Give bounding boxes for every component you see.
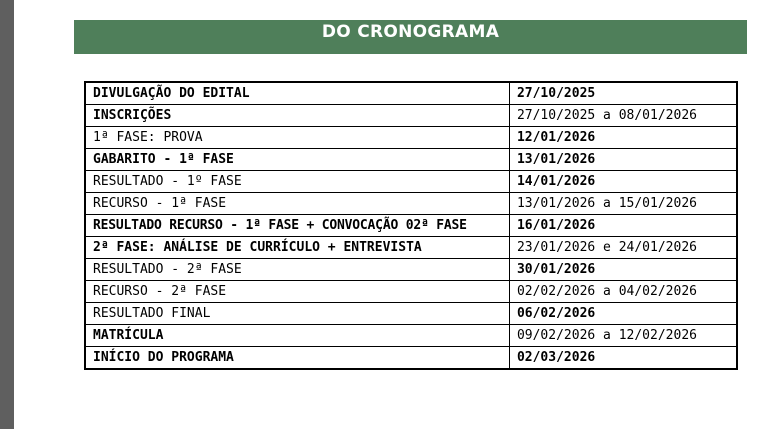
date-cell: 13/01/2026	[509, 149, 737, 171]
event-cell: INÍCIO DO PROGRAMA	[85, 347, 509, 370]
table-row	[85, 281, 737, 303]
date-cell: 27/10/2025 a 08/01/2026	[509, 105, 737, 127]
date-cell: 23/01/2026 e 24/01/2026	[509, 237, 737, 259]
event-cell: RESULTADO - 1º FASE	[85, 171, 509, 193]
table-row	[85, 171, 737, 193]
date-cell: 02/02/2026 a 04/02/2026	[509, 281, 737, 303]
date-cell: 14/01/2026	[509, 171, 737, 193]
date-cell: 16/01/2026	[509, 215, 737, 237]
table-row	[85, 259, 737, 281]
table-row	[85, 303, 737, 325]
table-row	[85, 325, 737, 347]
event-cell: RESULTADO FINAL	[85, 303, 509, 325]
left-edge-bar	[0, 0, 14, 429]
table-row	[85, 193, 737, 215]
event-cell: GABARITO - 1ª FASE	[85, 149, 509, 171]
date-cell: 30/01/2026	[509, 259, 737, 281]
table-row	[85, 237, 737, 259]
schedule-table	[84, 81, 738, 370]
event-cell: RECURSO - 1ª FASE	[85, 193, 509, 215]
table-row	[85, 105, 737, 127]
event-cell: DIVULGAÇÃO DO EDITAL	[85, 82, 509, 105]
date-cell: 06/02/2026	[509, 303, 737, 325]
table-row	[85, 149, 737, 171]
event-cell: 2ª FASE: ANÁLISE DE CURRÍCULO + ENTREVISTA	[85, 237, 509, 259]
date-cell: 09/02/2026 a 12/02/2026	[509, 325, 737, 347]
date-cell: 02/03/2026	[509, 347, 737, 370]
table-row	[85, 215, 737, 237]
section-title: DO CRONOGRAMA	[321, 22, 500, 42]
table-row	[85, 127, 737, 149]
table-row	[85, 82, 737, 105]
table-row	[85, 347, 737, 370]
date-cell: 12/01/2026	[509, 127, 737, 149]
event-cell: RECURSO - 2ª FASE	[85, 281, 509, 303]
date-cell: 27/10/2025	[509, 82, 737, 105]
event-cell: 1ª FASE: PROVA	[85, 127, 509, 149]
event-cell: INSCRIÇÕES	[85, 105, 509, 127]
event-cell: MATRÍCULA	[85, 325, 509, 347]
date-cell: 13/01/2026 a 15/01/2026	[509, 193, 737, 215]
event-cell: RESULTADO - 2ª FASE	[85, 259, 509, 281]
event-cell: RESULTADO RECURSO - 1ª FASE + CONVOCAÇÃO 02ª FASE	[85, 215, 509, 237]
section-header	[74, 20, 747, 54]
